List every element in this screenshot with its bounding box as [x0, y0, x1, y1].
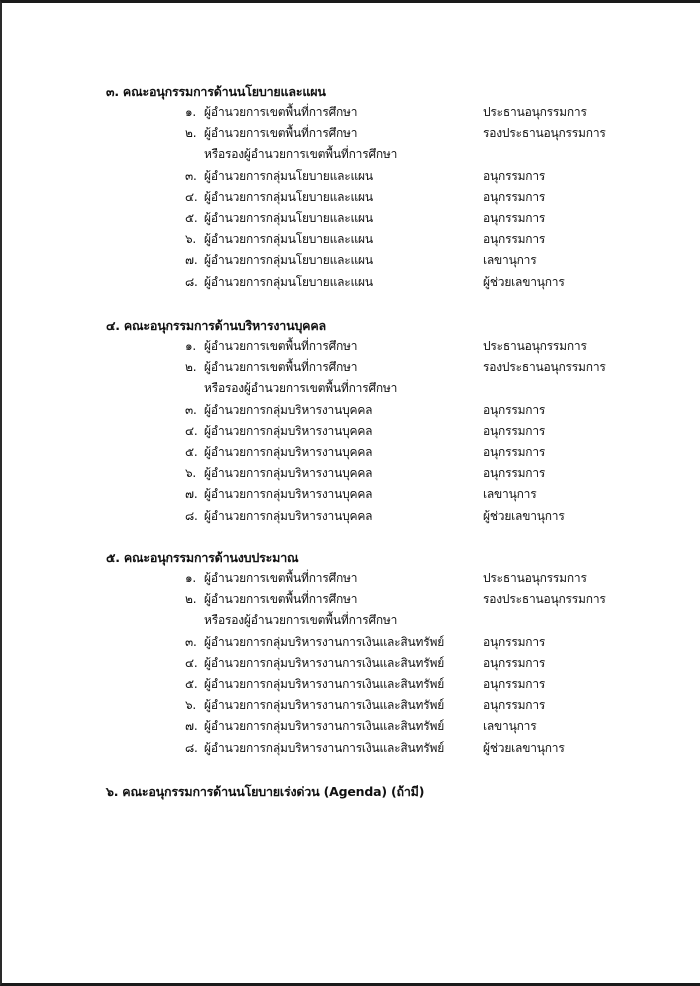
member-title: ผู้อำนวยการเขตพื้นที่การศึกษา [204, 339, 358, 353]
member-number: ๕. [185, 676, 198, 691]
member-number: ๔. [185, 189, 198, 204]
section-title: คณะอนุกรรมการด้านนโยบายเร่งด่วน (Agenda) (ถ้ามี) [122, 784, 425, 799]
member-title: ผู้อำนวยการกลุ่มนโยบายและแผน [204, 210, 373, 225]
member-title-continuation: หรือรองผู้อำนวยการเขตพื้นที่การศึกษา [204, 613, 398, 628]
member-title: ผู้อำนวยการกลุ่มบริหารงานการเงินและสินทรัพย์ [204, 698, 445, 713]
member-number: ๒. [185, 592, 197, 607]
member-row [106, 738, 666, 759]
member-role: ประธานอนุกรรมการ [483, 105, 587, 119]
member-row [106, 357, 666, 378]
member-number: ๘. [185, 274, 198, 289]
member-number: ๓. [185, 402, 197, 417]
member-number: ๑. [185, 105, 197, 119]
member-row [106, 716, 666, 737]
section-title: คณะอนุกรรมการด้านบริหารงานบุคคล [123, 318, 326, 333]
member-number: ๒. [185, 126, 197, 141]
member-row-continuation [106, 610, 666, 631]
member-row [106, 229, 666, 250]
member-title-continuation: หรือรองผู้อำนวยการเขตพื้นที่การศึกษา [204, 381, 398, 396]
member-row [106, 272, 666, 293]
member-row-continuation [106, 378, 666, 399]
member-row [106, 484, 666, 505]
member-title: ผู้อำนวยการเขตพื้นที่การศึกษา [204, 592, 358, 607]
member-row [106, 102, 666, 123]
member-row [106, 400, 666, 421]
member-title: ผู้อำนวยการกลุ่มบริหารงานการเงินและสินทรัพย์ [204, 719, 445, 734]
member-role: อนุกรรมการ [483, 634, 546, 649]
member-row [106, 674, 666, 695]
member-row [106, 568, 666, 589]
member-number: ๖. [185, 232, 197, 247]
section-heading [106, 315, 666, 336]
member-title: ผู้อำนวยการกลุ่มนโยบายและแผน [204, 168, 373, 183]
member-row [106, 336, 666, 357]
member-role: อนุกรรมการ [483, 402, 546, 417]
member-number: ๔. [185, 423, 198, 438]
member-role: อนุกรรมการ [483, 444, 546, 459]
member-role: รองประธานอนุกรรมการ [483, 126, 606, 141]
member-number: ๗. [185, 487, 198, 502]
member-role: เลขานุการ [483, 253, 537, 268]
member-number: ๑. [185, 339, 197, 353]
member-number: ๓. [185, 168, 197, 183]
member-role: ผู้ช่วยเลขานุการ [483, 274, 565, 289]
section-personnel-administration [106, 315, 666, 527]
member-title: ผู้อำนวยการเขตพื้นที่การศึกษา [204, 571, 358, 585]
member-number: ๖. [185, 466, 197, 481]
member-number: ๒. [185, 360, 197, 375]
member-role: อนุกรรมการ [483, 168, 546, 183]
member-number: ๗. [185, 719, 198, 734]
member-title: ผู้อำนวยการกลุ่มนโยบายและแผน [204, 232, 373, 247]
member-row [106, 421, 666, 442]
section-heading [106, 81, 666, 102]
member-role: อนุกรรมการ [483, 423, 546, 438]
member-role: อนุกรรมการ [483, 189, 546, 204]
section-title: คณะอนุกรรมการด้านนโยบายและแผน [122, 84, 326, 99]
member-role: อนุกรรมการ [483, 210, 546, 225]
member-role: อนุกรรมการ [483, 232, 546, 247]
member-title: ผู้อำนวยการกลุ่มบริหารงานบุคคล [204, 487, 373, 502]
member-role: รองประธานอนุกรรมการ [483, 360, 606, 375]
member-role: อนุกรรมการ [483, 698, 546, 713]
member-number: ๕. [185, 444, 198, 459]
member-title-continuation: หรือรองผู้อำนวยการเขตพื้นที่การศึกษา [204, 147, 398, 162]
member-title: ผู้อำนวยการกลุ่มนโยบายและแผน [204, 274, 373, 289]
member-row [106, 187, 666, 208]
member-number: ๑. [185, 571, 197, 585]
member-number: ๖. [185, 698, 197, 713]
member-role: ประธานอนุกรรมการ [483, 339, 587, 353]
section-number: ๓. [106, 84, 119, 99]
member-title: ผู้อำนวยการเขตพื้นที่การศึกษา [204, 360, 358, 375]
member-title: ผู้อำนวยการกลุ่มบริหารงานการเงินและสินทรัพย์ [204, 740, 445, 755]
section-number: ๕. [106, 550, 120, 565]
section-budget [106, 547, 666, 759]
section-number: ๔. [106, 318, 120, 333]
member-title: ผู้อำนวยการกลุ่มบริหารงานบุคคล [204, 402, 373, 417]
member-row [106, 208, 666, 229]
member-role: ผู้ช่วยเลขานุการ [483, 740, 565, 755]
member-number: ๕. [185, 210, 198, 225]
member-row [106, 166, 666, 187]
section-title: คณะอนุกรรมการด้านงบประมาณ [123, 550, 299, 565]
section-policy-and-planning [106, 81, 666, 293]
member-row [106, 632, 666, 653]
member-title: ผู้อำนวยการเขตพื้นที่การศึกษา [204, 126, 358, 141]
member-number: ๘. [185, 740, 198, 755]
member-number: ๘. [185, 508, 198, 523]
member-role: อนุกรรมการ [483, 676, 546, 691]
section-urgent-policy-agenda [106, 781, 666, 802]
section-heading [106, 781, 666, 802]
member-title: ผู้อำนวยการกลุ่มบริหารงานบุคคล [204, 466, 373, 481]
section-heading [106, 547, 666, 568]
member-number: ๔. [185, 655, 198, 670]
member-role: ผู้ช่วยเลขานุการ [483, 508, 565, 523]
member-title: ผู้อำนวยการกลุ่มบริหารงานบุคคล [204, 508, 373, 523]
member-role: เลขานุการ [483, 719, 537, 734]
member-title: ผู้อำนวยการกลุ่มบริหารงานการเงินและสินทรัพย์ [204, 634, 445, 649]
member-number: ๓. [185, 634, 197, 649]
section-number: ๖. [106, 784, 119, 799]
member-role: ประธานอนุกรรมการ [483, 571, 587, 585]
member-row [106, 442, 666, 463]
member-row [106, 123, 666, 144]
member-role: อนุกรรมการ [483, 655, 546, 670]
member-role: รองประธานอนุกรรมการ [483, 592, 606, 607]
member-number: ๗. [185, 253, 198, 268]
member-title: ผู้อำนวยการเขตพื้นที่การศึกษา [204, 105, 358, 119]
member-row [106, 506, 666, 527]
member-title: ผู้อำนวยการกลุ่มนโยบายและแผน [204, 253, 373, 268]
member-title: ผู้อำนวยการกลุ่มบริหารงานบุคคล [204, 423, 373, 438]
member-row [106, 695, 666, 716]
member-title: ผู้อำนวยการกลุ่มบริหารงานบุคคล [204, 444, 373, 459]
member-row [106, 463, 666, 484]
member-row [106, 250, 666, 271]
member-row [106, 589, 666, 610]
member-role: อนุกรรมการ [483, 466, 546, 481]
member-row [106, 653, 666, 674]
member-title: ผู้อำนวยการกลุ่มบริหารงานการเงินและสินทรัพย์ [204, 676, 445, 691]
member-title: ผู้อำนวยการกลุ่มนโยบายและแผน [204, 189, 373, 204]
member-row-continuation [106, 144, 666, 165]
member-role: เลขานุการ [483, 487, 537, 502]
member-title: ผู้อำนวยการกลุ่มบริหารงานการเงินและสินทรัพย์ [204, 655, 445, 670]
